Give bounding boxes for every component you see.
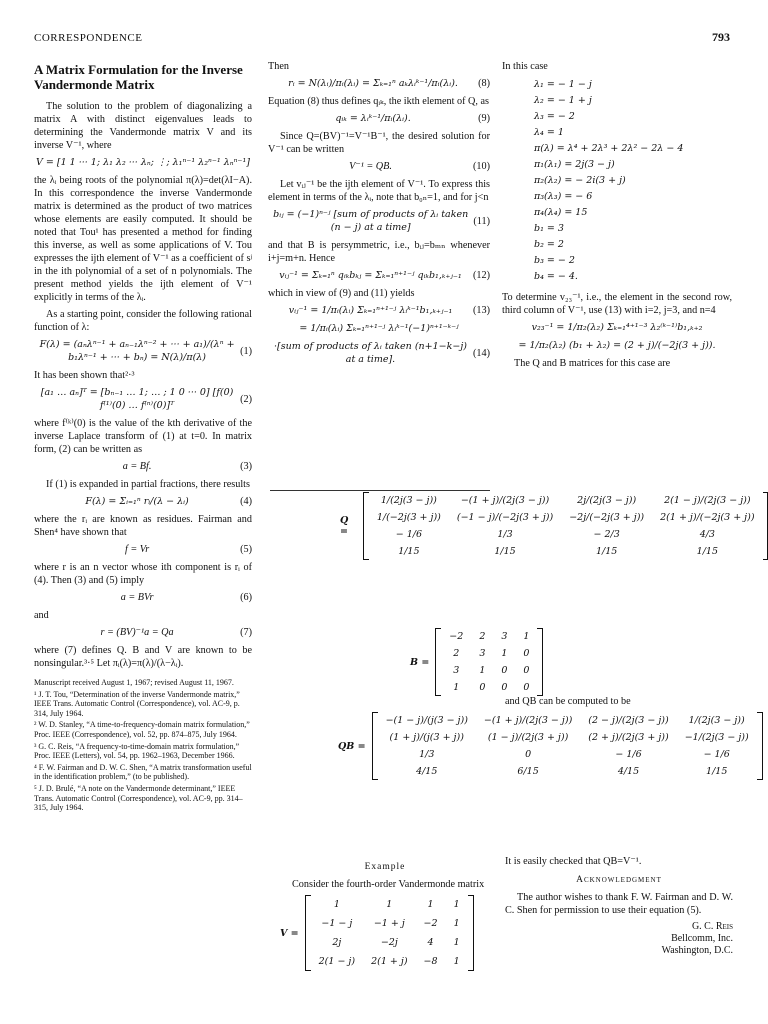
equation-10: V⁻¹ = QB. (10) (349, 161, 490, 172)
matrix-table: 1/(2j(3 − j)) −(1 + j)/(2j(3 − j)) 2j/(2j(3 − j)) 2(1 − j)/(2j(3 − j)) 1/(−2j(3 + j)) (−1 − j)/(−2j(3 + j)) −2j/(−2j(3 + j)) 2(1 + j)/(−2j(3 + j)) − 1/6 1/3 − 2/3 4/3 1/15 1/15 1/15 1/15 (376, 495, 755, 557)
equation-v23-cont: = 1/π₂(λ₂) (b₁ + λ₂) = (2 + j)/(−2j(3 + j)). (518, 340, 716, 351)
paragraph: The solution to the problem of diagonalizing a matrix A with distinct eigenvalues leads to determining the Vandermonde matrix V and its inverse V⁻¹, where (34, 101, 252, 151)
footnote: ² W. D. Stanley, “A time-to-frequency-domain matrix formulation,” Proc. IEEE (Correspondence), vol. 52, pp. 874–875, July 1964. (34, 720, 250, 739)
matrix-Q (340, 492, 768, 560)
matrix-table: 1 1 1 1 −1 − j −1 + j −2 1 2j −2j 4 1 2(1 − j) 2(1 + j) −8 1 (318, 899, 460, 967)
matrix-QB (338, 712, 763, 780)
paragraph: The author wishes to thank F. W. Fairman and D. W. C. Shen for permission to use their equation (5). (505, 892, 733, 916)
value-line: π₂(λ₂) = − 2i(3 + j) (534, 175, 626, 186)
paragraph: Then (268, 61, 289, 72)
author-name: G. C. Reis (691, 921, 733, 932)
column-1 (34, 60, 252, 815)
equation-13: vᵢⱼ⁻¹ = 1/πᵢ(λᵢ) Σₖ₌₁ⁿ⁺¹⁻ʲ λᵢᵏ⁻¹b₁,ₖ₊ⱼ₋₁ (13) (288, 305, 490, 316)
equation-4: F(λ) = Σᵢ₌₁ⁿ rᵢ/(λ − λᵢ) (4) (85, 496, 252, 507)
matrix-label: Q = (340, 515, 349, 537)
footnote: ⁵ J. D. Brulé, “A note on the Vandermonde determinant,” IEEE Trans. Automatic Control (Correspondence), vol. AC-9, pp. 314–315, July 1964. (34, 783, 243, 813)
paragraph: It has been shown that²·³ (34, 370, 135, 381)
paragraph: where f⁽ᵏ⁾(0) is the value of the kth derivative of the inverse Laplace transform of (1) at t=0. In matrix form, (2) can be written as (34, 418, 252, 455)
footnote: ⁴ F. W. Fairman and D. W. C. Shen, “A matrix transformation useful in the identification problem,” (to be published). (34, 762, 252, 782)
value-line: λ₄ = 1 (534, 127, 564, 138)
author-affiliation: Bellcomm, Inc. (671, 933, 733, 944)
equation-12: vᵢⱼ⁻¹ = Σₖ₌₁ⁿ qᵢₖbₖⱼ = Σₖ₌₁ⁿ⁺¹⁻ʲ qᵢₖb₁,ₖ₊ⱼ₋₁ (12) (279, 270, 490, 281)
value-line: π₃(λ₃) = − 6 (534, 191, 593, 202)
value-line: π₄(λ₄) = 15 (534, 207, 588, 218)
signature (505, 921, 733, 957)
example-values (502, 77, 732, 285)
matrix-table: −2 2 3 1 2 3 1 0 3 1 0 0 1 0 0 0 (449, 631, 530, 693)
paragraph: As a starting point, consider the following rational function of λ: (34, 309, 252, 333)
footnote: ³ G. C. Reis, “A frequency-to-time-domain matrix formulation,” Proc. IEEE (Letters), vol. 54, pp. 1962–1963, December 1966. (34, 741, 240, 761)
paragraph: In this case (502, 61, 548, 72)
equation-13-cont: = 1/πᵢ(λᵢ) Σₖ₌₁ⁿ⁺¹⁻ʲ λᵢᵏ⁻¹(−1)ⁿ⁺¹⁻ᵏ⁻ʲ (299, 323, 459, 334)
value-line: λ₁ = − 1 − j (534, 79, 592, 90)
column-2 (268, 60, 490, 371)
value-line: λ₂ = − 1 + j (534, 95, 592, 106)
matrix-V (280, 895, 490, 971)
author-location: Washington, D.C. (661, 945, 733, 956)
page-number: 793 (712, 30, 730, 44)
paragraph: and that B is persymmetric, i.e., bᵢⱼ=bₘₙ whenever i+j=m+n. Hence (268, 240, 490, 264)
footnotes (34, 678, 252, 813)
paragraph: Equation (8) thus defines qᵢₖ, the ikth element of Q, as (268, 96, 489, 107)
value-line: π₁(λ₁) = 2j(3 − j) (534, 159, 615, 170)
equation-14: ·[sum of products of λᵢ taken (n+1−k−j) at a time]. (14) (274, 341, 490, 365)
value-line: b₃ = − 2 (534, 255, 575, 266)
value-line: b₁ = 3 (534, 223, 564, 234)
footnote: Manuscript received August 1, 1967; revised August 11, 1967. (34, 678, 234, 687)
value-line: b₂ = 2 (534, 239, 564, 250)
paragraph: If (1) is expanded in partial fractions, there results (46, 479, 250, 490)
paragraph: The Q and B matrices for this case are (514, 358, 671, 369)
equation-11: bᵢⱼ = (−1)ⁿ⁻ʲ [sum of products of λᵢ taken (n − j) at a time] (11) (273, 209, 490, 233)
paragraph: To determine v₂₃⁻¹, i.e., the element in the second row, third column of V⁻¹, use (13) with i=2, j=3, and n=4 (502, 292, 732, 316)
value-line: λ₃ = − 2 (534, 111, 575, 122)
matrix-label: B = (410, 656, 430, 668)
equation-V: V = [1 1 ··· 1; λ₁ λ₂ ··· λₙ; ⋮; λ₁ⁿ⁻¹ λ₂ⁿ⁻¹ λₙⁿ⁻¹] (36, 157, 250, 168)
running-header: CORRESPONDENCE (34, 32, 143, 44)
matrix-B (410, 628, 543, 696)
matrix-label: V = (280, 927, 299, 939)
equation-9: qᵢₖ = λᵢᵏ⁻¹/πᵢ(λᵢ). (9) (335, 113, 490, 124)
section-heading: Acknowledgment (576, 875, 662, 885)
footnote: ¹ J. T. Tou, “Determination of the inverse Vandermonde matrix,” IEEE Trans. Automatic Control (Correspondence), vol. AC-9, p. 314, July 1964. (34, 689, 240, 718)
equation-v23: v₂₃⁻¹ = 1/π₂(λ₂) Σₖ₌₁⁴⁺¹⁻³ λ₂⁽ᵏ⁻¹⁾b₁,ₖ₊₂ (531, 322, 703, 333)
paragraph: which in view of (9) and (11) yields (268, 288, 415, 299)
value-line: π(λ) = λ⁴ + 2λ³ + 2λ² − 2λ − 4 (534, 143, 684, 154)
equation-2: [a₁ … aₙ]ᵀ = [bₙ₋₁ … 1; … ; 1 0 ··· 0] [f(0) f⁽¹⁾(0) … f⁽ⁿ⁾(0)]ᵀ (2) (40, 387, 252, 411)
equation-6: a = BVr (6) (120, 592, 252, 603)
qb-intro: and QB can be computed to be (505, 696, 631, 707)
divider (270, 490, 490, 491)
article-title: A Matrix Formulation for the Inverse Vandermonde Matrix (34, 62, 243, 92)
paragraph: where (7) defines Q. B and V are known to be nonsingular.³·⁵ Let πᵢ(λ)=π(λ)/(λ−λᵢ). (34, 645, 252, 669)
section-heading: Example (364, 862, 406, 872)
paragraph: Consider the fourth-order Vandermonde matrix (292, 879, 485, 890)
paragraph: where r is an n vector whose ith component is rᵢ of (4). Then (3) and (5) imply (34, 562, 252, 586)
paragraph: the λᵢ being roots of the polynomial π(λ)=det(λI−A). In this correspondence the inverse Vandermonde matrix is determined as the product of two matrices whose elements are easily computed. It should be noted that Tou¹ has presented a method for finding this inverse, as well as some applications of V. Tou expresses the ijth element of V⁻¹ as a coefficient of sʲ in the ith polynomial of a set of n polynomials. The present method yields the ijth element of V⁻¹ explicitly in terms of the λᵢ. (34, 175, 252, 303)
value-line: b₄ = − 4. (534, 271, 578, 282)
paragraph: It is easily checked that QB=V⁻¹. (505, 856, 642, 867)
paragraph: and (34, 610, 49, 621)
paragraph: where the rᵢ are known as residues. Fairman and Shen⁴ have shown that (34, 514, 252, 538)
paragraph: Let vᵢⱼ⁻¹ be the ijth element of V⁻¹. To express this element in terms of the λᵢ, note that b₀ₙ=1, and for j<n (268, 179, 490, 203)
equation-5: f = Vr (5) (124, 544, 252, 555)
equation-3: a = Bf. (3) (122, 461, 252, 472)
equation-7: r = (BV)⁻¹a = Qa (7) (100, 627, 252, 638)
matrix-label: QB = (338, 740, 366, 752)
example-section (280, 855, 490, 971)
equation-1: F(λ) = (aₙλⁿ⁻¹ + aₙ₋₁λⁿ⁻² + ··· + a₁)/(λⁿ + b₁λⁿ⁻¹ + ··· + bₙ) = N(λ)/π(λ) (1) (39, 339, 252, 363)
column-3 (502, 60, 732, 374)
conclusion (505, 855, 733, 957)
matrix-table: −(1 − j)/(j(3 − j)) −(1 + j)/(2j(3 − j)) (2 − j)/(2j(3 − j)) 1/(2j(3 − j)) (1 + j)/(j(3 + j)) (1 − j)/(2j(3 + j)) (2 + j)/(2j(3 + j)) −1/(2j(3 − j)) 1/3 0 − 1/6 − 1/6 4/15 6/15 4/15 1/15 (385, 715, 749, 777)
equation-8: rᵢ = N(λᵢ)/πᵢ(λᵢ) = Σₖ₌₁ⁿ aₖλᵢᵏ⁻¹/πᵢ(λᵢ). (8) (288, 78, 490, 89)
paragraph: Since Q=(BV)⁻¹=V⁻¹B⁻¹, the desired solution for V⁻¹ can be written (268, 131, 490, 155)
